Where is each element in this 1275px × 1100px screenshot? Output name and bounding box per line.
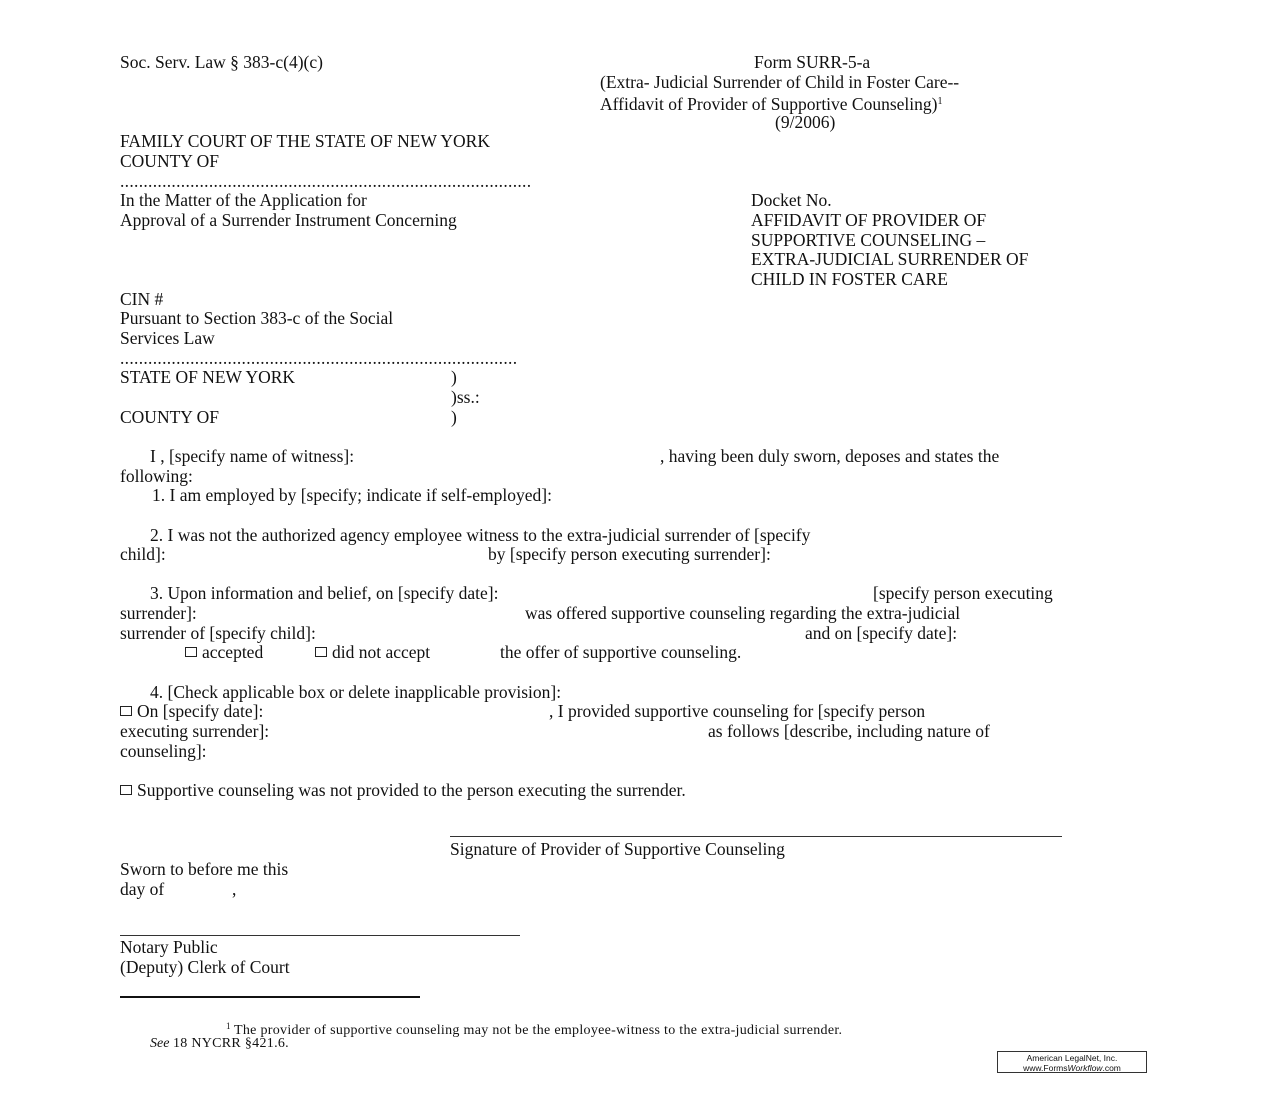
paragraph-2-line-1: 2. I was not the authorized agency employee witness to the extra-judicial surrender of [specify (150, 525, 811, 545)
provided-checkbox[interactable] (120, 706, 132, 716)
provided-option[interactable] (120, 701, 263, 721)
paragraph-4-instructions: 4. [Check applicable box or delete inapplicable provision]: (150, 682, 562, 702)
court-name: FAMILY COURT OF THE STATE OF NEW YORK (120, 131, 490, 151)
intro-sworn-text: , having been duly sworn, deposes and states the (660, 446, 1000, 466)
footnote-see: See (150, 1036, 170, 1051)
intro-following: following: (120, 466, 193, 486)
footnote-cite: 18 NYCRR §421.6. (172, 1036, 289, 1051)
form-description-line-2: Affidavit of Provider of Supportive Counseling)$^1$ (600, 94, 943, 114)
form-description-line-1: (Extra- Judicial Surrender of Child in Foster Care-- (600, 72, 960, 92)
notary-label: Notary Public (120, 937, 218, 957)
paragraph-3-executor-label: [specify person executing (873, 583, 1053, 603)
pursuant-line-1: Pursuant to Section 383-c of the Social (120, 308, 394, 328)
cin-label: CIN # (120, 289, 164, 309)
document-title-line-2: SUPPORTIVE COUNSELING – (751, 230, 986, 250)
clerk-label: (Deputy) Clerk of Court (120, 957, 290, 977)
caption-dotted-divider-top: ........................................................................................ (120, 171, 532, 191)
paragraph-4-describe: as follows [describe, including nature of (708, 721, 990, 741)
footnote-citation (150, 1034, 289, 1054)
american-legalnet-logo (997, 1051, 1147, 1073)
paragraph-4-executor: executing surrender]: (120, 721, 270, 741)
intro-witness-label: I , [specify name of witness]: (150, 446, 355, 466)
paragraph-3-date: 3. Upon information and belief, on [specify date]: (150, 583, 499, 603)
venue-paren-1: ) (451, 367, 457, 387)
footnote-reference: 1 (937, 96, 943, 107)
did-not-accept-option[interactable] (315, 642, 430, 662)
did-not-accept-checkbox[interactable] (315, 647, 327, 657)
paragraph-3-offer-text: the offer of supportive counseling. (500, 642, 742, 662)
paragraph-4-counseling: counseling]: (120, 741, 207, 761)
paragraph-1: 1. I am employed by [specify; indicate if self-employed]: (152, 485, 552, 505)
footnote-body: The provider of supportive counseling may not be the employee-witness to the extra-judicial surrender. (234, 1023, 843, 1038)
form-id: Form SURR-5-a (754, 52, 871, 72)
did-not-accept-label: did not accept (332, 642, 431, 662)
paragraph-3-surrender: surrender]: (120, 603, 197, 623)
document-title-line-4: CHILD IN FOSTER CARE (751, 269, 948, 289)
branding-line-2: www.FormsWorkflow.com (1023, 1063, 1121, 1073)
notary-signature-line[interactable] (120, 935, 520, 936)
form-date: (9/2006) (775, 112, 836, 132)
signature-line[interactable] (450, 836, 1062, 837)
venue-state: STATE OF NEW YORK (120, 367, 296, 387)
footnote-mark: 1 (226, 1021, 231, 1031)
paragraph-3-child: surrender of [specify child]: (120, 623, 316, 643)
venue-paren-3: ) (451, 407, 457, 427)
paragraph-2-child: child]: (120, 544, 166, 564)
accepted-label: accepted (202, 642, 264, 662)
not-provided-checkbox[interactable] (120, 785, 132, 795)
statute-reference: Soc. Serv. Law § 383-c(4)(c) (120, 52, 323, 72)
footnote-divider (120, 996, 420, 998)
provided-date-label: On [specify date]: (137, 701, 264, 721)
accepted-option[interactable] (185, 642, 263, 662)
signature-label: Signature of Provider of Supportive Counseling (450, 839, 785, 859)
matter-line-2: Approval of a Surrender Instrument Concerning (120, 210, 457, 230)
caption-dotted-divider-bottom: ..................................................................................... (120, 348, 518, 368)
footnote-text (226, 1016, 842, 1041)
branding-line-1: American LegalNet, Inc. (1026, 1053, 1118, 1063)
not-provided-label: Supportive counseling was not provided to the person executing the surrender. (137, 780, 686, 800)
paragraph-2-executor: by [specify person executing surrender]: (488, 544, 771, 564)
sworn-line-1: Sworn to before me this (120, 859, 289, 879)
docket-number-label: Docket No. (751, 190, 832, 210)
not-provided-option[interactable] (120, 780, 686, 800)
venue-county: COUNTY OF (120, 407, 220, 427)
paragraph-3-offered: was offered supportive counseling regarding the extra-judicial (525, 603, 961, 623)
venue-ss: )ss.: (451, 387, 480, 407)
paragraph-4-provided: , I provided supportive counseling for [specify person (549, 701, 926, 721)
paragraph-3-second-date: and on [specify date]: (805, 623, 958, 643)
document-title-line-1: AFFIDAVIT OF PROVIDER OF (751, 210, 987, 230)
document-title-line-3: EXTRA-JUDICIAL SURRENDER OF (751, 249, 1029, 269)
sworn-comma: , (232, 879, 237, 899)
matter-line-1: In the Matter of the Application for (120, 190, 367, 210)
pursuant-line-2: Services Law (120, 328, 215, 348)
sworn-line-2: day of (120, 879, 165, 899)
accepted-checkbox[interactable] (185, 647, 197, 657)
court-county: COUNTY OF (120, 151, 220, 171)
